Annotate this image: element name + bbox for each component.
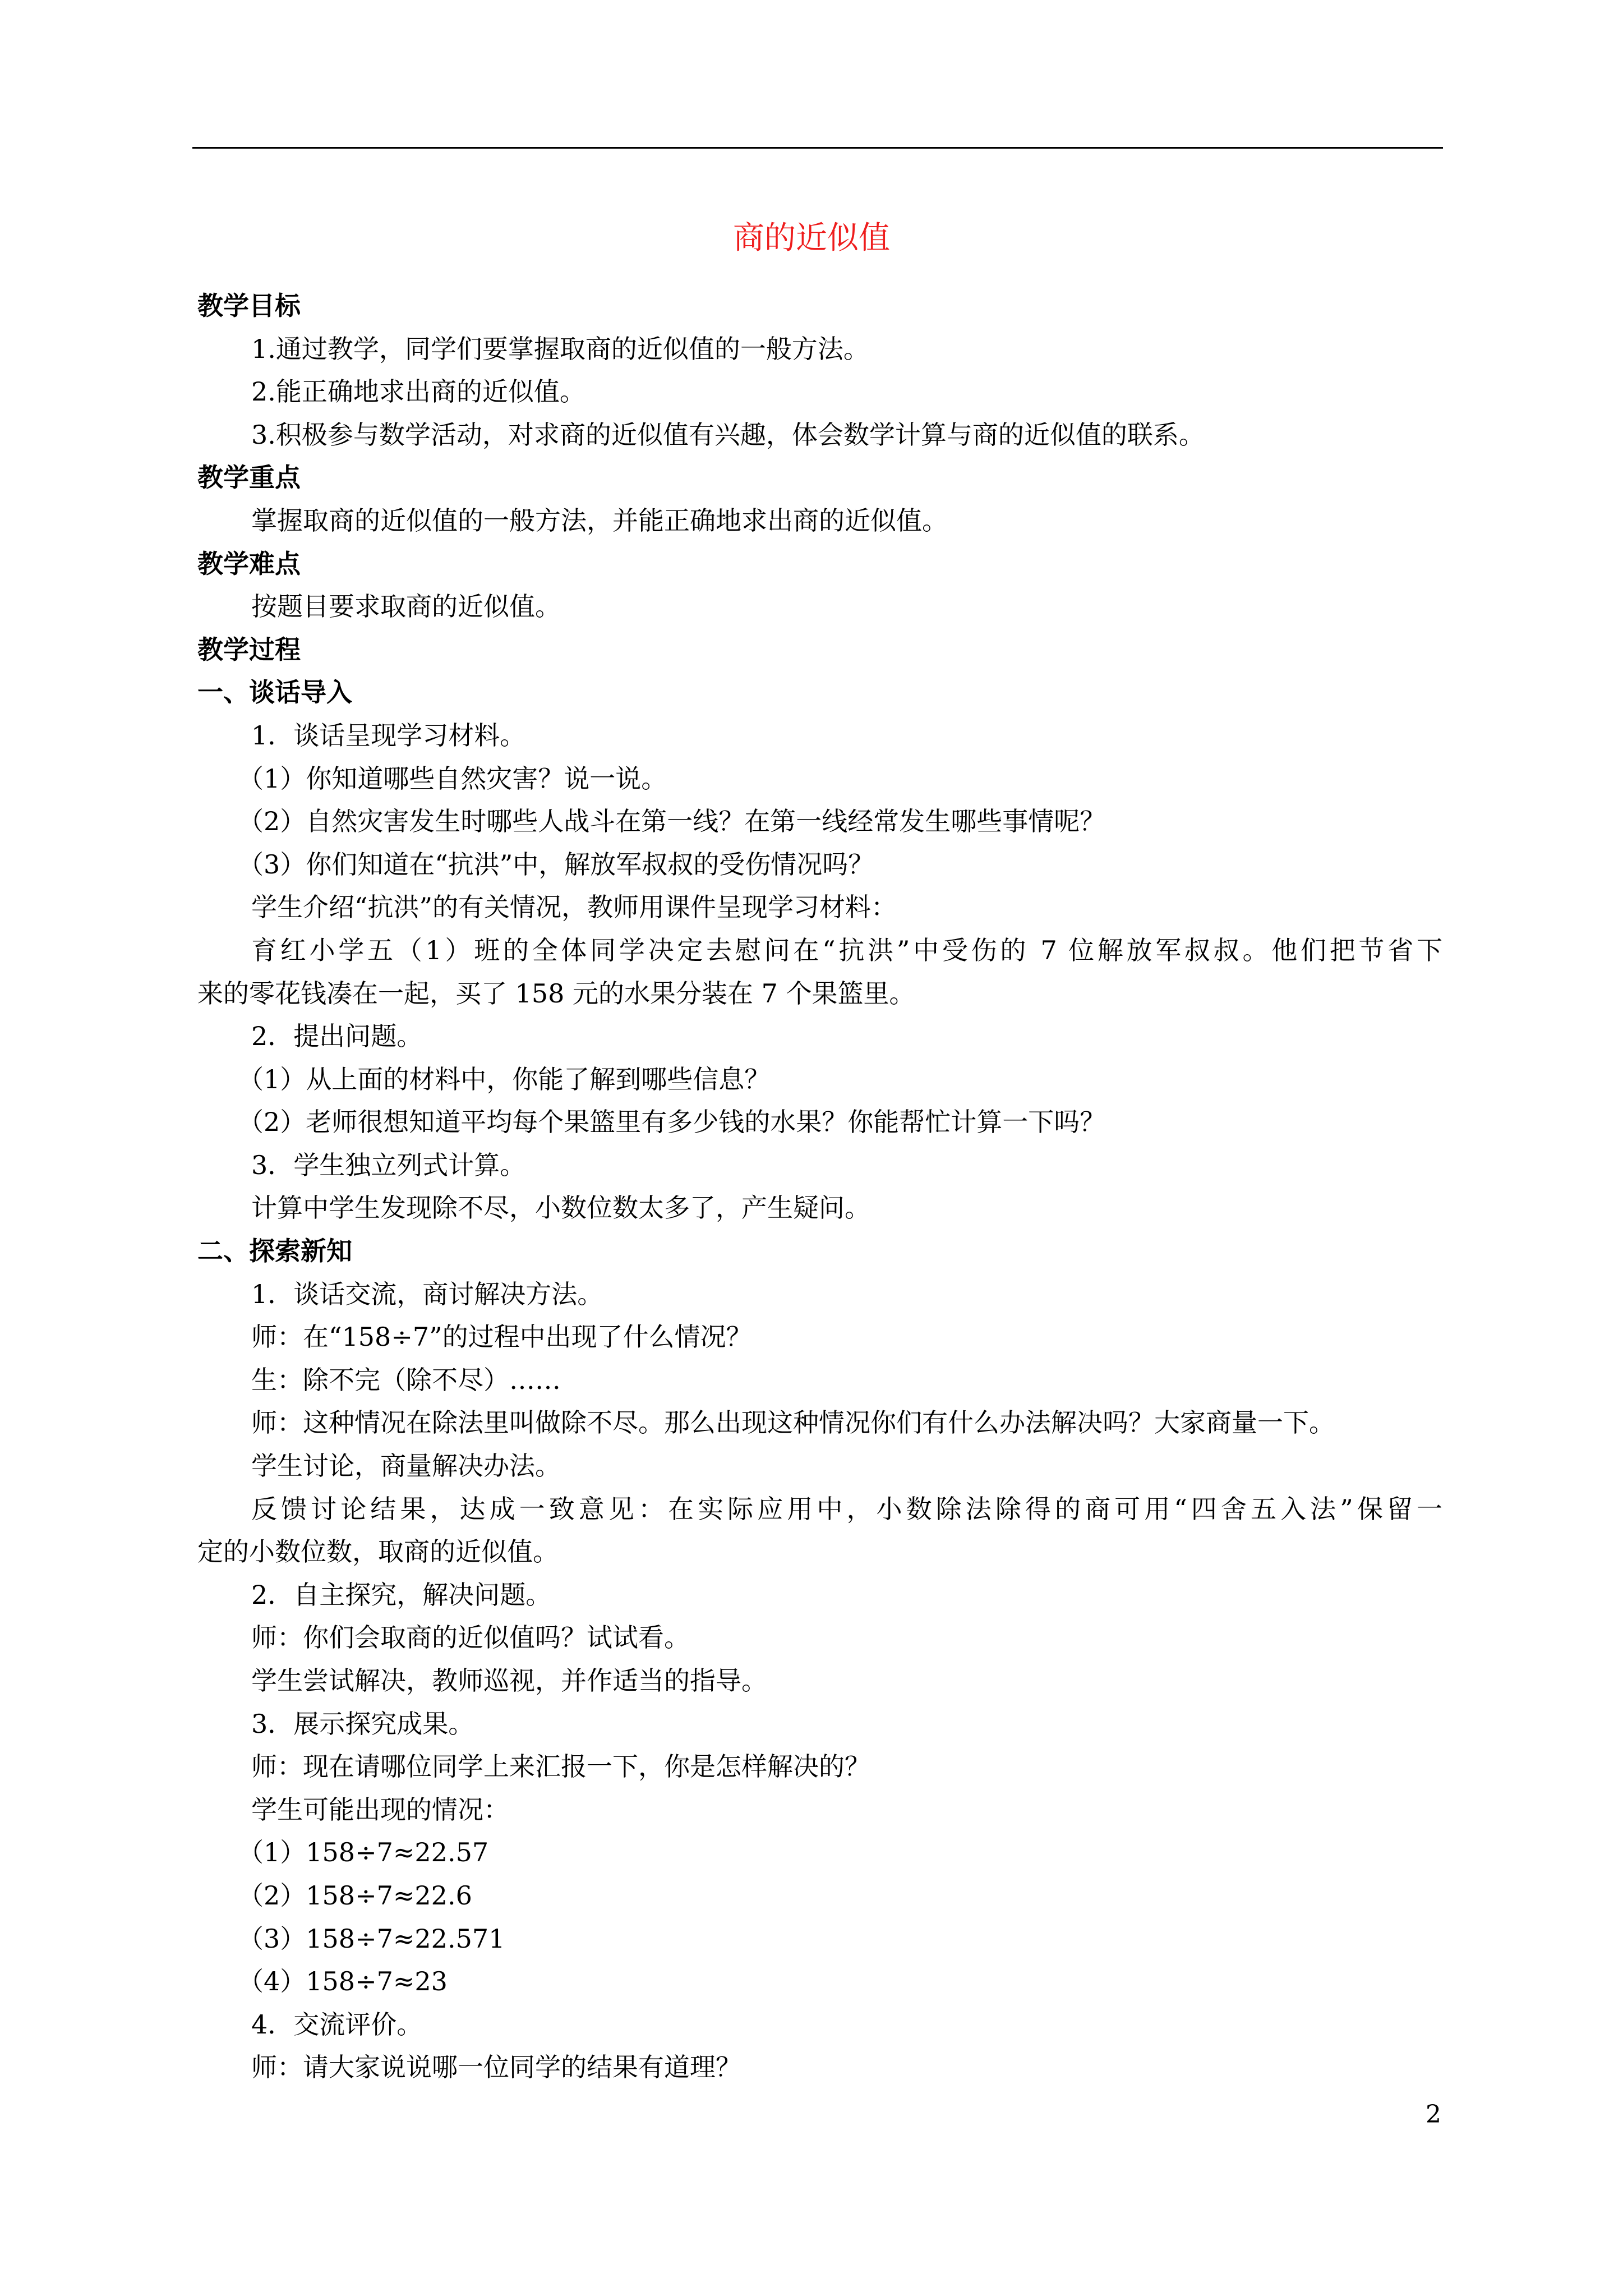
text-line: 师：现在请哪位同学上来汇报一下，你是怎样解决的？ xyxy=(251,1751,870,1782)
text-line: （2）158÷7≈22.6 xyxy=(238,1880,472,1911)
text-line: 掌握取商的近似值的一般方法，并能正确地求出商的近似值。 xyxy=(251,505,948,536)
text-line: 反馈讨论结果，达成一致意见：在实际应用中，小数除法除得的商可用“四舍五入法”保留一 xyxy=(251,1493,1442,1524)
document-body xyxy=(197,284,1442,2089)
text-line: 学生尝试解决，教师巡视，并作适当的指导。 xyxy=(251,1665,767,1696)
text-line: 师：在“158÷7”的过程中出现了什么情况？ xyxy=(251,1322,752,1352)
text-line: 2．自主探究，解决问题。 xyxy=(251,1579,552,1610)
text-line: 4．交流评价。 xyxy=(251,2009,423,2040)
text-line: 师：这种情况在除法里叫做除不尽。那么出现这种情况你们有什么办法解决吗？大家商量一下。 xyxy=(251,1407,1335,1438)
text-line: （1）你知道哪些自然灾害？说一说。 xyxy=(238,763,667,794)
text-line: 2．提出问题。 xyxy=(251,1021,423,1052)
text-line: 1.通过教学，同学们要掌握取商的近似值的一般方法。 xyxy=(251,333,869,364)
text-line: 生：除不完（除不尽）…… xyxy=(251,1364,561,1395)
text-line: （3）158÷7≈22.571 xyxy=(238,1923,505,1954)
header-rule xyxy=(192,147,1443,149)
text-line: 按题目要求取商的近似值。 xyxy=(251,591,561,622)
text-line: 计算中学生发现除不尽，小数位数太多了，产生疑问。 xyxy=(251,1193,870,1223)
section-heading: 二、探索新知 xyxy=(197,1236,352,1267)
text-line: （1）158÷7≈22.57 xyxy=(238,1837,489,1868)
page-number: 2 xyxy=(1426,2100,1441,2129)
text-line: （4）158÷7≈23 xyxy=(238,1966,448,1997)
section-heading: 一、谈话导入 xyxy=(197,677,352,708)
text-line: 师：你们会取商的近似值吗？试试看。 xyxy=(251,1622,690,1653)
text-line: 学生可能出现的情况： xyxy=(251,1794,509,1825)
section-heading: 教学过程 xyxy=(197,634,301,665)
text-line: 1．谈话交流，商讨解决方法。 xyxy=(251,1278,603,1309)
text-line: 定的小数位数，取商的近似值。 xyxy=(197,1536,559,1567)
text-line: （3）你们知道在“抗洪”中，解放军叔叔的受伤情况吗？ xyxy=(238,849,874,880)
text-line: 1．谈话呈现学习材料。 xyxy=(251,720,526,751)
text-line: 育红小学五（1）班的全体同学决定去慰问在“抗洪”中受伤的 7 位解放军叔叔。他们把节省下 xyxy=(251,935,1442,965)
text-line: 3.积极参与数学活动，对求商的近似值有兴趣，体会数学计算与商的近似值的联系。 xyxy=(251,419,1205,450)
text-line: 3．学生独立列式计算。 xyxy=(251,1149,526,1180)
text-line: 学生介绍“抗洪”的有关情况，教师用课件呈现学习材料： xyxy=(251,892,897,923)
section-heading: 教学目标 xyxy=(197,291,301,321)
text-line: （1）从上面的材料中，你能了解到哪些信息？ xyxy=(238,1064,771,1094)
text-line: 师：请大家说说哪一位同学的结果有道理？ xyxy=(251,2052,741,2083)
text-line: （2）老师很想知道平均每个果篮里有多少钱的水果？你能帮忙计算一下吗？ xyxy=(238,1107,1106,1138)
text-line: 来的零花钱凑在一起，买了 158 元的水果分装在 7 个果篮里。 xyxy=(197,978,915,1009)
page-title: 商的近似值 xyxy=(733,220,890,256)
text-line: 学生讨论，商量解决办法。 xyxy=(251,1451,561,1481)
section-heading: 教学难点 xyxy=(197,548,301,579)
text-line: （2）自然灾害发生时哪些人战斗在第一线？在第一线经常发生哪些事情呢？ xyxy=(238,806,1106,837)
text-line: 3．展示探究成果。 xyxy=(251,1708,474,1739)
section-heading: 教学重点 xyxy=(197,462,301,493)
text-line: 2.能正确地求出商的近似值。 xyxy=(251,376,585,407)
